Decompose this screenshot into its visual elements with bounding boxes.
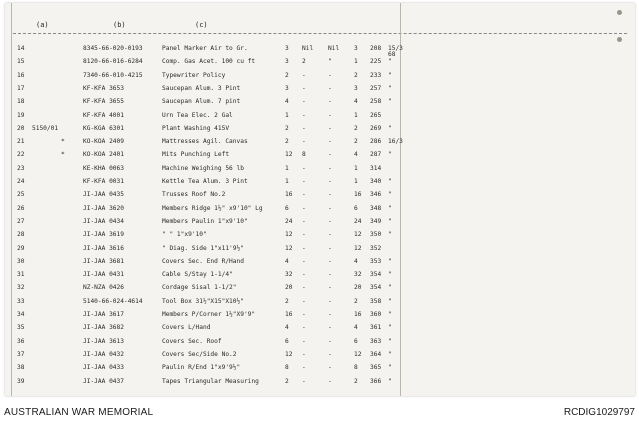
cell-desc: Comp. Gas Acet. 100 cu ft (162, 58, 256, 66)
cell-desc: Cordage Sisal 1-1/2" (162, 284, 237, 292)
cell-page: 340 (370, 178, 382, 185)
table-row (5, 351, 635, 362)
cell-num: 29 (17, 244, 25, 252)
cell-page: 346 (370, 191, 382, 199)
table-row (5, 45, 635, 56)
cell-q3: - (328, 217, 332, 225)
cell-num: 15 (17, 58, 25, 66)
cell-q2: - (302, 364, 306, 372)
cell-q1: 16 (285, 191, 293, 199)
cell-note: " (388, 217, 392, 225)
header-rule (13, 33, 627, 34)
cell-q1: 1 (285, 164, 289, 172)
cell-page: 265 (370, 111, 382, 119)
cell-page: 352 (370, 244, 382, 252)
cell-num: 36 (17, 337, 25, 345)
cell-q4: 24 (354, 217, 362, 225)
cell-note: " (388, 124, 392, 132)
cell-desc: Cable S/Stay 1-1/4" (162, 271, 233, 279)
cell-page: 363 (370, 337, 382, 345)
cell-q3: - (328, 98, 332, 106)
cell-q2: - (302, 217, 306, 225)
cell-desc: " " 1"x9'10" (162, 231, 207, 239)
cell-q3: - (328, 191, 332, 199)
cell-q4: 2 (354, 138, 358, 146)
cell-q2: - (302, 271, 306, 279)
cell-desc: Members P/Corner 1½"X9'9" (162, 311, 256, 318)
cell-q4: 2 (354, 124, 358, 132)
cell-num: 34 (17, 311, 25, 318)
cell-q3: - (328, 297, 332, 305)
cell-cat: JI-JAA 0434 (83, 217, 124, 225)
cell-q4: 3 (354, 45, 358, 52)
cell-q2: - (302, 337, 306, 345)
cell-q4: 16 (354, 191, 362, 199)
cell-page: 314 (370, 164, 382, 172)
cell-num: 18 (17, 98, 25, 106)
cell-ref: 5150/01 (32, 124, 59, 132)
cell-q1: 12 (285, 231, 293, 239)
cell-note: " (388, 98, 392, 106)
cell-q3: Nil (328, 45, 340, 52)
cell-q2: - (302, 257, 306, 265)
cell-note: " (388, 178, 392, 185)
table-row (5, 218, 635, 229)
cell-note: " (388, 204, 392, 212)
cell-q2: - (302, 284, 306, 292)
cell-q3: - (328, 111, 332, 119)
cell-q1: 3 (285, 45, 289, 52)
table-row (5, 138, 635, 149)
cell-cat: JI-JAA 0437 (83, 377, 124, 385)
cell-cat: KF-KFA 0031 (83, 178, 124, 185)
table-row (5, 245, 635, 256)
cell-page: 366 (370, 377, 382, 385)
cell-note-secondary: 68 (388, 51, 396, 58)
cell-desc: Plant Washing 415V (162, 124, 230, 132)
cell-num: 20 (17, 124, 25, 132)
cell-q4: 12 (354, 244, 362, 252)
cell-page: 360 (370, 311, 382, 318)
cell-note: " (388, 350, 392, 358)
cell-q1: 24 (285, 217, 293, 225)
cell-page: 225 (370, 58, 382, 66)
cell-q1: 16 (285, 311, 293, 318)
cell-num: 26 (17, 204, 25, 212)
cell-num: 24 (17, 178, 25, 185)
cell-desc: Covers L/Hand (162, 324, 211, 332)
cell-num: 22 (17, 151, 25, 159)
cell-num: 28 (17, 231, 25, 239)
table-row (5, 191, 635, 202)
table-row (5, 378, 635, 389)
cell-note: " (388, 311, 392, 318)
cell-desc: Tapes Triangular Measuring (162, 377, 259, 385)
cell-num: 35 (17, 324, 25, 332)
cell-q2: - (302, 138, 306, 146)
cell-page: 287 (370, 151, 382, 159)
cell-cat: JI-JAA 3620 (83, 204, 124, 212)
cell-desc: Kettle Tea Alum. 3 Pint (162, 178, 248, 185)
cell-note: " (388, 377, 392, 385)
cell-cat: KO-KOA 2401 (83, 151, 124, 159)
cell-q1: 20 (285, 284, 293, 292)
table-row (5, 98, 635, 109)
cell-num: 31 (17, 271, 25, 279)
cell-desc: Covers Sec. End R/Hand (162, 257, 244, 265)
cell-num: 38 (17, 364, 25, 372)
cell-mark: * (61, 138, 65, 146)
cell-q4: 12 (354, 350, 362, 358)
cell-q2: 2 (302, 58, 306, 66)
cell-q4: 16 (354, 311, 362, 318)
cell-q3: - (328, 178, 332, 185)
cell-q3: - (328, 284, 332, 292)
cell-q1: 2 (285, 71, 289, 79)
cell-q4: 1 (354, 178, 358, 185)
cell-page: 269 (370, 124, 382, 132)
cell-q2: 8 (302, 151, 306, 159)
cell-q4: 4 (354, 257, 358, 265)
cell-num: 25 (17, 191, 25, 199)
cell-q1: 8 (285, 364, 289, 372)
cell-num: 27 (17, 217, 25, 225)
cell-page: 349 (370, 217, 382, 225)
cell-cat: 8120-66-016-6284 (83, 58, 143, 66)
cell-q1: 3 (285, 58, 289, 66)
cell-num: 39 (17, 377, 25, 385)
cell-q1: 4 (285, 98, 289, 106)
cell-desc: Paulin R/End 1"x9'9½" (162, 364, 241, 372)
cell-cat: KO-KOA 2409 (83, 138, 124, 146)
cell-page: 258 (370, 98, 382, 106)
cell-page: 257 (370, 84, 382, 92)
table-row (5, 85, 635, 96)
cell-q3: - (328, 151, 332, 159)
cell-q2: - (302, 244, 306, 252)
cell-q3: - (328, 364, 332, 372)
cell-q4: 4 (354, 151, 358, 159)
table-row (5, 178, 635, 189)
cell-q4: 3 (354, 84, 358, 92)
cell-cat: KF-KFA 4001 (83, 111, 124, 119)
table-row (5, 231, 635, 242)
table-row (5, 338, 635, 349)
cell-cat: JI-JAA 3681 (83, 257, 124, 265)
cell-note: " (388, 364, 392, 372)
cell-desc: Mattresses Agil. Canvas (162, 138, 248, 146)
cell-q3: - (328, 124, 332, 132)
cell-q4: 8 (354, 364, 358, 372)
cell-desc: Members Ridge 1½" x9'10" Lg (162, 204, 263, 212)
table-row (5, 258, 635, 269)
table-row (5, 58, 635, 69)
table-row (5, 112, 635, 123)
cell-q3: - (328, 324, 332, 332)
cell-q3: " (328, 58, 332, 66)
cell-note: " (388, 324, 392, 332)
cell-num: 33 (17, 297, 25, 305)
cell-desc: Urn Tea Elec. 2 Gal (162, 111, 233, 119)
cell-note: " (388, 71, 392, 79)
cell-desc: Typewriter Policy (162, 71, 226, 79)
table-row (5, 125, 635, 136)
cell-cat: JI-JAA 3616 (83, 244, 124, 252)
cell-note: 15/3 (388, 45, 403, 52)
cell-cat: NZ-NZA 0426 (83, 284, 124, 292)
cell-num: 37 (17, 350, 25, 358)
cell-q1: 2 (285, 297, 289, 305)
column-header-a: (a) (36, 21, 49, 29)
cell-q2: - (302, 377, 306, 385)
cell-page: 348 (370, 204, 382, 212)
cell-q2: - (302, 311, 306, 318)
cell-cat: 8345-66-020-0193 (83, 45, 143, 52)
cell-q3: - (328, 138, 332, 146)
cell-note: " (388, 231, 392, 239)
cell-q1: 12 (285, 244, 293, 252)
cell-note: 16/3 (388, 138, 403, 146)
punch-hole (617, 37, 622, 42)
cell-cat: JI-JAA 3682 (83, 324, 124, 332)
cell-num: 16 (17, 71, 25, 79)
cell-q4: 6 (354, 204, 358, 212)
cell-page: 365 (370, 364, 382, 372)
cell-desc: Members Paulin 1"x9'10" (162, 217, 248, 225)
cell-cat: KE-KHA 0063 (83, 164, 124, 172)
cell-q2: - (302, 324, 306, 332)
document-page (5, 3, 635, 396)
table-row (5, 165, 635, 176)
cell-cat: JI-JAA 0433 (83, 364, 124, 372)
cell-note: " (388, 284, 392, 292)
cell-q1: 6 (285, 204, 289, 212)
cell-note: " (388, 337, 392, 345)
cell-note: " (388, 58, 392, 66)
cell-q4: 6 (354, 337, 358, 345)
cell-q2: - (302, 84, 306, 92)
cell-num: 32 (17, 284, 25, 292)
table-row (5, 271, 635, 282)
cell-q4: 32 (354, 271, 362, 279)
cell-q1: 6 (285, 337, 289, 345)
cell-desc: Covers Sec/Side No.2 (162, 350, 237, 358)
cell-desc: Trusses Roof No.2 (162, 191, 226, 199)
cell-q3: - (328, 377, 332, 385)
cell-q2: - (302, 191, 306, 199)
cell-q1: 4 (285, 324, 289, 332)
cell-q3: - (328, 337, 332, 345)
table-row (5, 324, 635, 335)
cell-cat: KG-KGA 6301 (83, 124, 124, 132)
cell-page: 350 (370, 231, 382, 239)
cell-page: 353 (370, 257, 382, 265)
table-row (5, 151, 635, 162)
cell-q2: - (302, 297, 306, 305)
cell-cat: JI-JAA 0431 (83, 271, 124, 279)
cell-q3: - (328, 257, 332, 265)
cell-q1: 2 (285, 377, 289, 385)
cell-cat: JI-JAA 3619 (83, 231, 124, 239)
cell-num: 21 (17, 138, 25, 146)
cell-note: " (388, 271, 392, 279)
cell-note: " (388, 84, 392, 92)
cell-q4: 4 (354, 324, 358, 332)
cell-page: 361 (370, 324, 382, 332)
cell-q1: 12 (285, 350, 293, 358)
cell-q2: Nil (302, 45, 314, 52)
footer-record-id: RCDIG1029797 (563, 407, 635, 418)
cell-q3: - (328, 350, 332, 358)
cell-q4: 20 (354, 284, 362, 292)
cell-q1: 12 (285, 151, 293, 159)
cell-page: 208 (370, 45, 382, 52)
cell-mark: * (61, 151, 65, 159)
cell-q3: - (328, 84, 332, 92)
cell-q2: - (302, 98, 306, 106)
cell-q4: 1 (354, 164, 358, 172)
cell-q1: 1 (285, 111, 289, 119)
cell-page: 354 (370, 284, 382, 292)
cell-cat: JI-JAA 3613 (83, 337, 124, 345)
cell-note: " (388, 297, 392, 305)
cell-q4: 1 (354, 58, 358, 66)
cell-num: 30 (17, 257, 25, 265)
cell-cat: JI-JAA 0435 (83, 191, 124, 199)
cell-q3: - (328, 244, 332, 252)
cell-q3: - (328, 231, 332, 239)
cell-q4: 1 (354, 111, 358, 119)
cell-cat: KF-KFA 3655 (83, 98, 124, 106)
cell-q1: 2 (285, 124, 289, 132)
cell-cat: 5140-66-024-4614 (83, 297, 143, 305)
cell-q1: 32 (285, 271, 293, 279)
cell-page: 354 (370, 271, 382, 279)
cell-cat: KF-KFA 3653 (83, 84, 124, 92)
cell-page: 233 (370, 71, 382, 79)
cell-q3: - (328, 204, 332, 212)
cell-desc: Saucepan Alum. 7 pint (162, 98, 241, 106)
cell-page: 364 (370, 350, 382, 358)
cell-q3: - (328, 271, 332, 279)
cell-q2: - (302, 350, 306, 358)
cell-q4: 2 (354, 377, 358, 385)
table-row (5, 284, 635, 295)
cell-q3: - (328, 164, 332, 172)
punch-hole (617, 10, 622, 15)
cell-desc: Tool Box 31½"X15"X10½" (162, 297, 244, 305)
cell-cat: JI-JAA 0432 (83, 350, 124, 358)
cell-desc: Panel Marker Air to Gr. (162, 45, 248, 52)
cell-q1: 2 (285, 138, 289, 146)
cell-num: 19 (17, 111, 25, 119)
footer-source: AUSTRALIAN WAR MEMORIAL (4, 407, 154, 418)
table-row (5, 311, 635, 322)
cell-q2: - (302, 71, 306, 79)
cell-q2: - (302, 164, 306, 172)
cell-q2: - (302, 178, 306, 185)
cell-num: 17 (17, 84, 25, 92)
cell-q3: - (328, 71, 332, 79)
cell-note: " (388, 191, 392, 199)
cell-q2: - (302, 124, 306, 132)
cell-page: 358 (370, 297, 382, 305)
cell-q2: - (302, 231, 306, 239)
cell-q4: 4 (354, 98, 358, 106)
column-header-b: (b) (113, 21, 126, 29)
cell-desc: " Diag. Side 1"x11'9½" (162, 244, 244, 252)
cell-cat: 7340-66-010-4215 (83, 71, 143, 79)
cell-q1: 3 (285, 84, 289, 92)
table-row (5, 205, 635, 216)
cell-note: " (388, 151, 392, 159)
cell-num: 14 (17, 45, 25, 52)
cell-num: 23 (17, 164, 25, 172)
cell-q2: - (302, 204, 306, 212)
cell-q1: 4 (285, 257, 289, 265)
table-row (5, 72, 635, 83)
cell-q1: 1 (285, 178, 289, 185)
cell-desc: Machine Weighing 56 lb (162, 164, 244, 172)
cell-q4: 12 (354, 231, 362, 239)
table-row (5, 364, 635, 375)
cell-desc: Mits Punching Left (162, 151, 230, 159)
cell-q3: - (328, 311, 332, 318)
cell-q4: 2 (354, 297, 358, 305)
cell-desc: Covers Sec. Roof (162, 337, 222, 345)
cell-cat: JI-JAA 3617 (83, 311, 124, 318)
cell-desc: Saucepan Alum. 3 Pint (162, 84, 241, 92)
column-header-c: (c) (195, 21, 208, 29)
cell-page: 286 (370, 138, 382, 146)
cell-note: " (388, 257, 392, 265)
table-row (5, 298, 635, 309)
cell-q4: 2 (354, 71, 358, 79)
cell-q2: - (302, 111, 306, 119)
